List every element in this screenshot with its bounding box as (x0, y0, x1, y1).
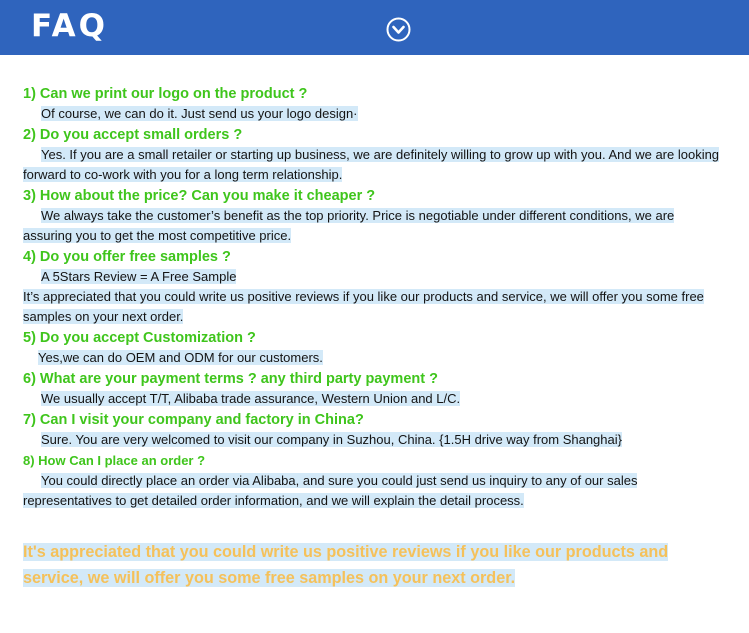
faq-answer-3: We always take the customer’s benefit as the top priority. Price is negotiable under different conditions, we are assuring you to get the most competitive price. (23, 208, 675, 243)
faq-answer-4-extra: It’s appreciated that you could write us positive reviews if you like our products and service, we will offer you some free samples on your next order. (23, 289, 704, 324)
faq-list (23, 84, 723, 511)
faq-question-4: 4) Do you offer free samples ? (23, 249, 231, 265)
faq-answer-5: Yes,we can do OEM and ODM for our customers. (38, 350, 323, 365)
faq-question-6: 6) What are your payment terms ? any third party payment ? (23, 371, 438, 387)
faq-answer-6: We usually accept T/T, Alibaba trade assurance, Western Union and L/C. (41, 391, 461, 406)
faq-answer-7: Sure. You are very welcomed to visit our company in Suzhou, China. {1.5H drive way from Shanghai} (41, 432, 622, 447)
faq-question-1: 1) Can we print our logo on the product ? (23, 86, 308, 102)
faq-answer-4: A 5Stars Review = A Free Sample (41, 269, 237, 284)
faq-answer-1: Of course, we can do it. Just send us your logo design· (41, 106, 358, 121)
faq-answer-2: Yes. If you are a small retailer or starting up business, we are definitely willing to grow up with you. And we are looking forward to co-work with you for a long term relationship. (23, 147, 720, 182)
faq-header (0, 0, 749, 55)
faq-answer-8: You could directly place an order via Alibaba, and sure you could just send us inquiry to any of our sales representatives to get detailed order information, and we will explain the detail process. (23, 473, 638, 508)
faq-question-8: 8) How Can I place an order ? (23, 453, 206, 468)
closing-note: It's appreciated that you could write us positive reviews if you like our products and service, we will offer you some free samples on your next order. (23, 543, 669, 587)
faq-question-2: 2) Do you accept small orders ? (23, 127, 243, 143)
faq-question-3: 3) How about the price? Can you make it cheaper ? (23, 188, 376, 204)
faq-question-7: 7) Can I visit your company and factory in China? (23, 412, 364, 428)
header-title: FAQ (31, 8, 108, 44)
chevron-down-circle-icon[interactable] (386, 17, 411, 42)
faq-question-5: 5) Do you accept Customization ? (23, 330, 256, 346)
